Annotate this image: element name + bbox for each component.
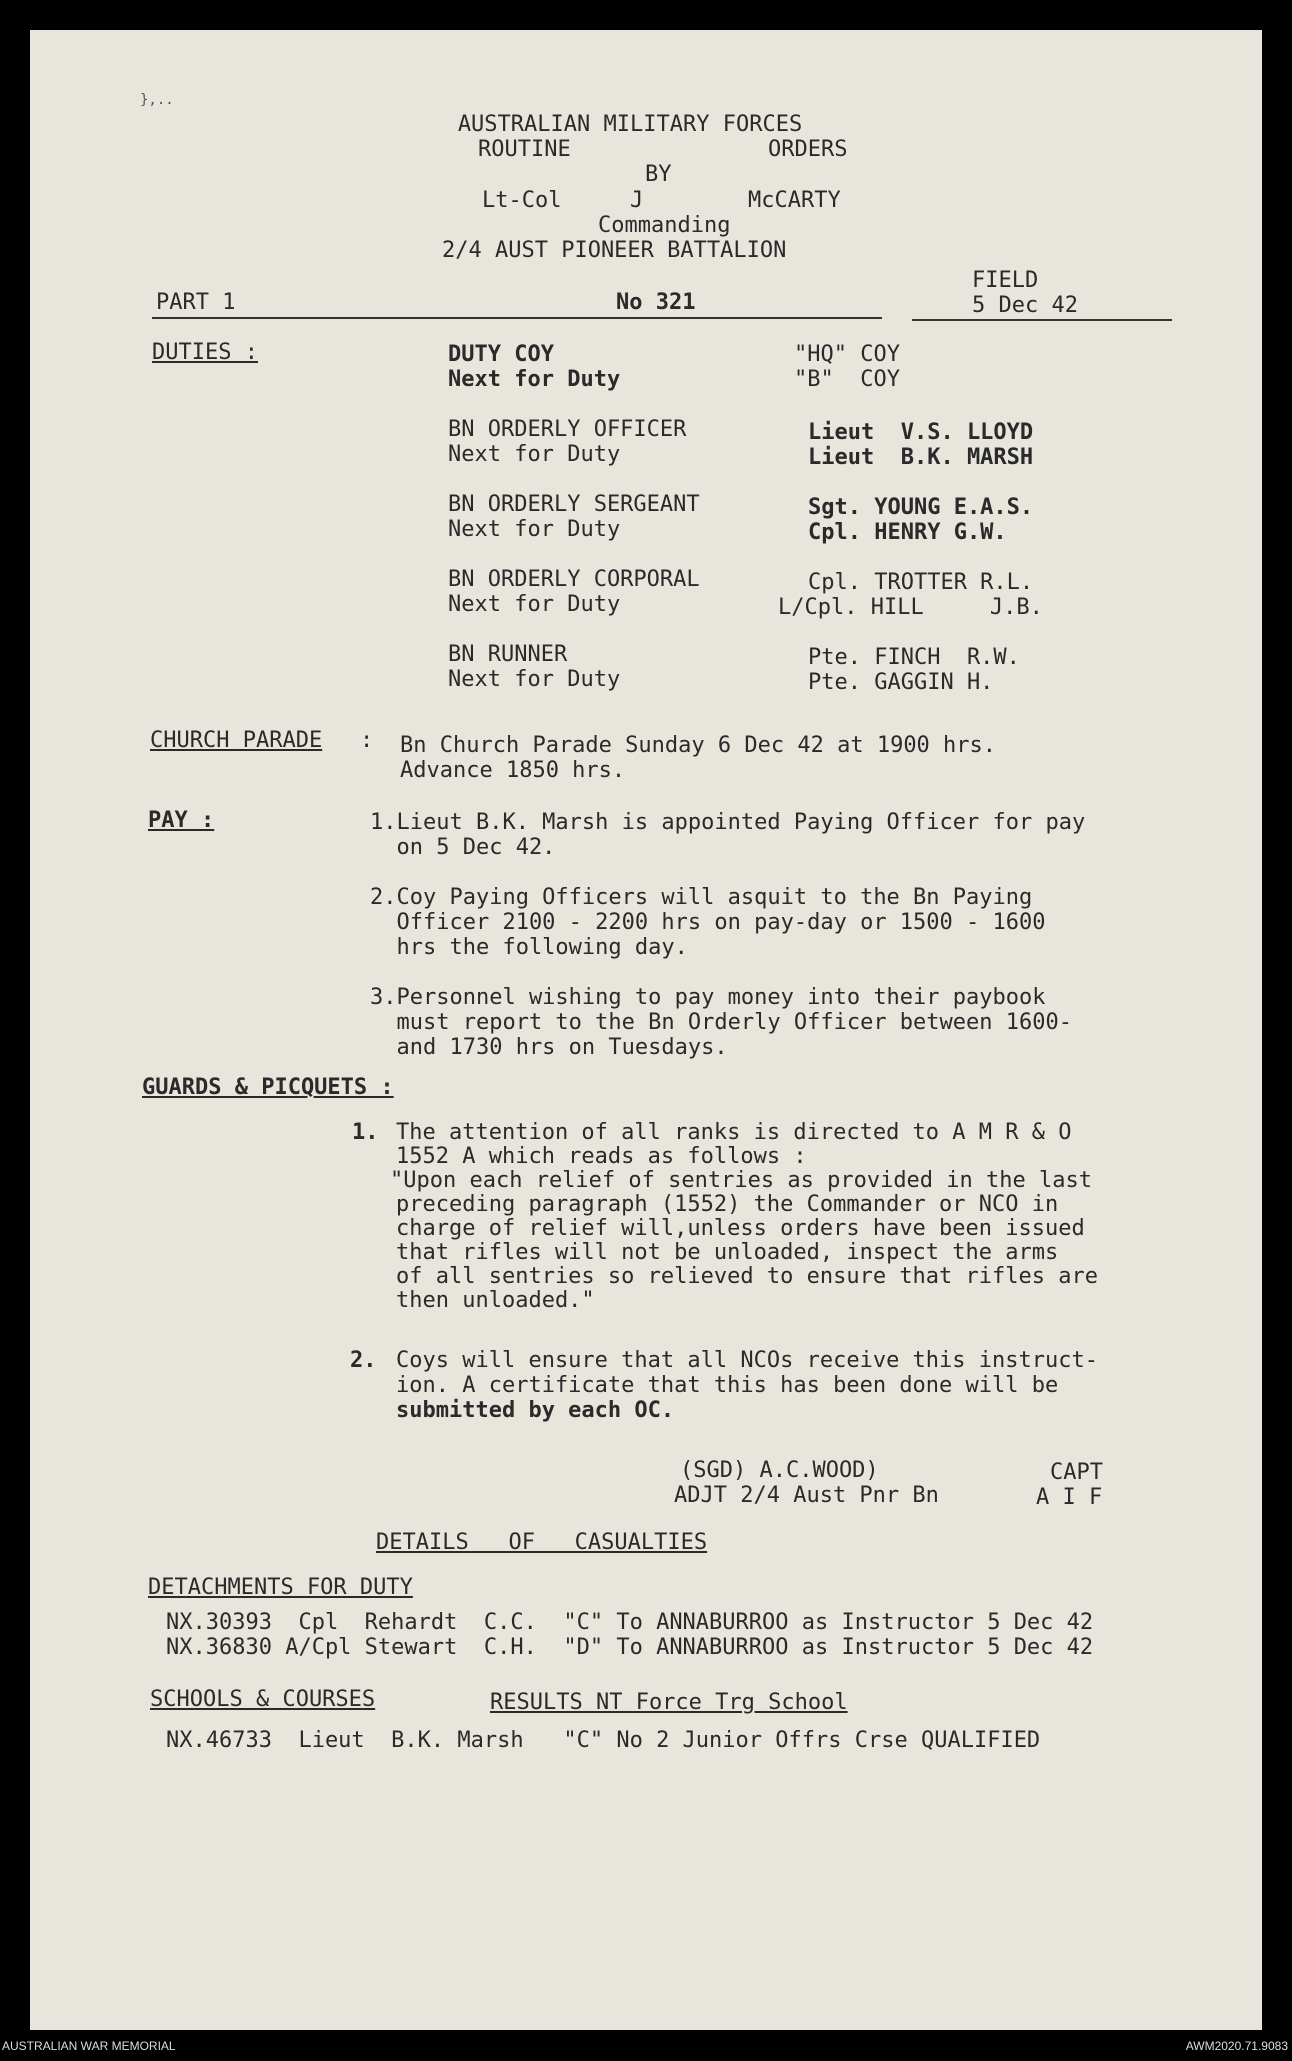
guards-picquets-label: GUARDS & PICQUETS : — [142, 1075, 394, 1100]
duty-role: BN ORDERLY CORPORAL — [448, 567, 700, 592]
order-number: No 321 — [616, 290, 696, 315]
guards-item-text: 1552 A which reads as follows : — [396, 1144, 807, 1169]
pay-label: PAY : — [148, 808, 215, 833]
guards-item-text: submitted by each OC. — [396, 1398, 675, 1423]
duty-role: Next for Duty — [448, 592, 621, 617]
church-parade-text: Bn Church Parade Sunday 6 Dec 42 at 1900 hrs. — [400, 733, 997, 758]
pencil-mark: },.. — [140, 92, 174, 108]
guards-item-text: charge of relief will,unless orders have been issued — [396, 1216, 1085, 1241]
header-unit: 2/4 AUST PIONEER BATTALION — [442, 238, 787, 263]
pay-item-text: and 1730 hrs on Tuesdays. — [370, 1035, 728, 1060]
guards-item-text: The attention of all ranks is directed to A M R & O — [396, 1120, 1072, 1145]
guards-item-number: 2. — [350, 1348, 377, 1373]
detachment-row: NX.30393 Cpl Rehardt C.C. "C" To ANNABURROO as Instructor 5 Dec 42 — [166, 1610, 1094, 1635]
church-parade-label: CHURCH PARADE — [150, 728, 323, 753]
results-label: RESULTS NT Force Trg School — [490, 1690, 848, 1715]
header-by: BY — [645, 162, 672, 187]
header-commanding: Commanding — [598, 213, 731, 238]
duty-role: Next for Duty — [448, 667, 621, 692]
guards-item-text: that rifles will not be unloaded, inspect the arms — [396, 1240, 1059, 1265]
header-initial: J — [630, 188, 644, 213]
guards-item-text: "Upon each relief of sentries as provided in the last — [390, 1168, 1092, 1193]
duty-assignee: Pte. GAGGIN H. — [808, 670, 994, 695]
header-rule-right — [912, 319, 1172, 321]
guards-item-text: of all sentries so relieved to ensure that rifles are — [396, 1264, 1098, 1289]
duty-role: BN RUNNER — [448, 642, 568, 667]
header-part: PART 1 — [156, 290, 236, 315]
duty-assignee: Lieut B.K. MARSH — [808, 445, 1034, 470]
guards-item-text: ion. A certificate that this has been done will be — [396, 1373, 1059, 1398]
signature-force: A I F — [1036, 1485, 1103, 1510]
duty-assignee: "B" COY — [794, 367, 900, 392]
guards-item-text: Coys will ensure that all NCOs receive this instruct- — [396, 1348, 1098, 1373]
duty-role: BN ORDERLY SERGEANT — [448, 492, 700, 517]
duty-role: Next for Duty — [448, 367, 621, 392]
header-field: FIELD — [972, 268, 1039, 293]
course-result-row: NX.46733 Lieut B.K. Marsh "C" No 2 Junior Offrs Crse QUALIFIED — [166, 1728, 1041, 1753]
pay-item-text: 2.Coy Paying Officers will asquit to the Bn Paying — [370, 885, 1033, 910]
duty-assignee: Cpl. TROTTER R.L. — [808, 570, 1034, 595]
duty-assignee: Cpl. HENRY G.W. — [808, 520, 1007, 545]
pay-item-text: 3.Personnel wishing to pay money into their paybook — [370, 985, 1046, 1010]
header-rank: Lt-Col — [482, 188, 562, 213]
pay-item-text: Officer 2100 - 2200 hrs on pay-day or 1500 - 1600 — [370, 910, 1046, 935]
guards-item-text: then unloaded." — [396, 1288, 595, 1313]
pay-item-text: hrs the following day. — [370, 935, 688, 960]
detachments-label: DETACHMENTS FOR DUTY — [148, 1575, 413, 1600]
church-parade-text: Advance 1850 hrs. — [400, 758, 626, 783]
footer-accession-number: AWM2020.71.9083 — [1185, 2039, 1288, 2053]
duty-assignee: Lieut V.S. LLOYD — [808, 420, 1034, 445]
duty-role: Next for Duty — [448, 517, 621, 542]
duty-assignee: Sgt. YOUNG E.A.S. — [808, 495, 1034, 520]
duty-role: BN ORDERLY OFFICER — [448, 417, 687, 442]
detachment-row: NX.36830 A/Cpl Stewart C.H. "D" To ANNABURROO as Instructor 5 Dec 42 — [166, 1635, 1094, 1660]
header-date: 5 Dec 42 — [972, 293, 1078, 318]
duty-role: Next for Duty — [448, 442, 621, 467]
duty-role: DUTY COY — [448, 342, 554, 367]
guards-item-number: 1. — [352, 1120, 379, 1145]
signature-appointment: ADJT 2/4 Aust Pnr Bn — [674, 1483, 939, 1508]
pay-item-text: must report to the Bn Orderly Officer between 1600- — [370, 1010, 1072, 1035]
duty-assignee: Pte. FINCH R.W. — [808, 645, 1020, 670]
duty-assignee: L/Cpl. HILL J.B. — [778, 595, 1043, 620]
header-orders: ORDERS — [768, 137, 848, 162]
signature-rank: CAPT — [1050, 1460, 1103, 1485]
pay-item-text: 1.Lieut B.K. Marsh is appointed Paying Officer for pay — [370, 810, 1086, 835]
pay-item-text: on 5 Dec 42. — [370, 835, 556, 860]
header-routine: ROUTINE — [478, 137, 571, 162]
signature-name: (SGD) A.C.WOOD) — [680, 1458, 879, 1483]
duty-assignee: "HQ" COY — [794, 342, 900, 367]
guards-item-text: preceding paragraph (1552) the Commander or NCO in — [396, 1192, 1059, 1217]
footer-institution: AUSTRALIAN WAR MEMORIAL — [2, 2039, 176, 2053]
casualties-heading: DETAILS OF CASUALTIES — [376, 1530, 708, 1555]
header-rule-left — [152, 317, 882, 319]
schools-courses-label: SCHOOLS & COURSES — [150, 1687, 376, 1712]
header-line-1: AUSTRALIAN MILITARY FORCES — [457, 112, 803, 137]
document-page — [30, 30, 1262, 2030]
header-surname: McCARTY — [748, 188, 841, 213]
duties-label: DUTIES : — [152, 340, 258, 365]
church-parade-colon: : — [360, 728, 374, 753]
